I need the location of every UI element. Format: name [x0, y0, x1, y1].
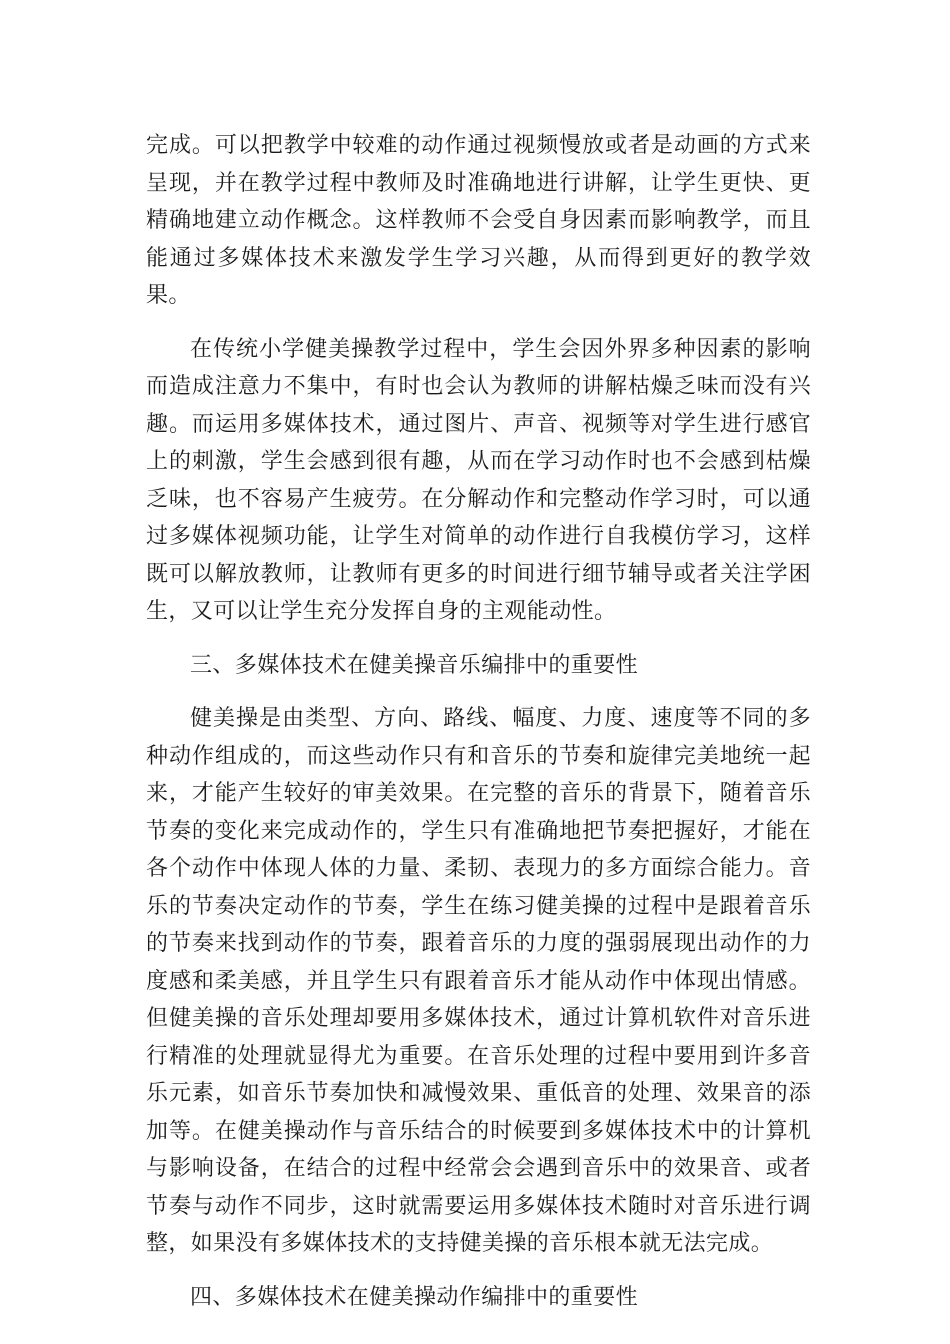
section-heading-3: 三、多媒体技术在健美操音乐编排中的重要性	[190, 652, 639, 678]
paragraph-music-arrangement: 健美操是由类型、方向、路线、幅度、力度、速度等不同的多种动作组成的，而这些动作只有和音乐的节奏和旋律完美地统一起来，才能产生较好的审美效果。在完整的音乐的背景下，随着音乐节奏的变化来完成动作的，学生只有准确地把节奏把握好，才能在各个动作中体现人体的力量、柔韧、表现力的多方面综合能力。音乐的节奏决定动作的节奏，学生在练习健美操的过程中是跟着音乐的节奏来找到动作的节奏，跟着音乐的力度的强弱展现出动作的力度感和柔美感，并且学生只有跟着音乐才能从动作中体现出情感。但健美操的音乐处理却要用多媒体技术，通过计算机软件对音乐进行精准的处理就显得尤为重要。在音乐处理的过程中要用到许多音乐元素，如音乐节奏加快和减慢效果、重低音的处理、效果音的添加等。在健美操动作与音乐结合的时候要到多媒体技术中的计算机与影响设备，在结合的过程中经常会会遇到音乐中的效果音、或者节奏与动作不同步，这时就需要运用多媒体技术随时对音乐进行调整，如果没有多媒体技术的支持健美操的音乐根本就无法完成。	[146, 706, 811, 1256]
paragraph-traditional-teaching: 在传统小学健美操教学过程中，学生会因外界多种因素的影响而造成注意力不集中，有时也会认为教师的讲解枯燥乏味而没有兴趣。而运用多媒体技术，通过图片、声音、视频等对学生进行感官上的刺激，学生会感到很有趣，从而在学习动作时也不会感到枯燥乏味，也不容易产生疲劳。在分解动作和完整动作学习时，可以通过多媒体视频功能，让学生对简单的动作进行自我模仿学习，这样既可以解放教师，让教师有更多的时间进行细节辅导或者关注学困生，又可以让学生充分发挥自身的主观能动性。	[146, 336, 811, 624]
paragraph-continuation: 完成。可以把教学中较难的动作通过视频慢放或者是动画的方式来呈现，并在教学过程中教师及时准确地进行讲解，让学生更快、更精确地建立动作概念。这样教师不会受自身因素而影响教学，而且能通过多媒体技术来激发学生学习兴趣，从而得到更好的教学效果。	[146, 133, 811, 308]
document-body	[146, 127, 811, 1332]
section-heading-4: 四、多媒体技术在健美操动作编排中的重要性	[190, 1284, 639, 1310]
